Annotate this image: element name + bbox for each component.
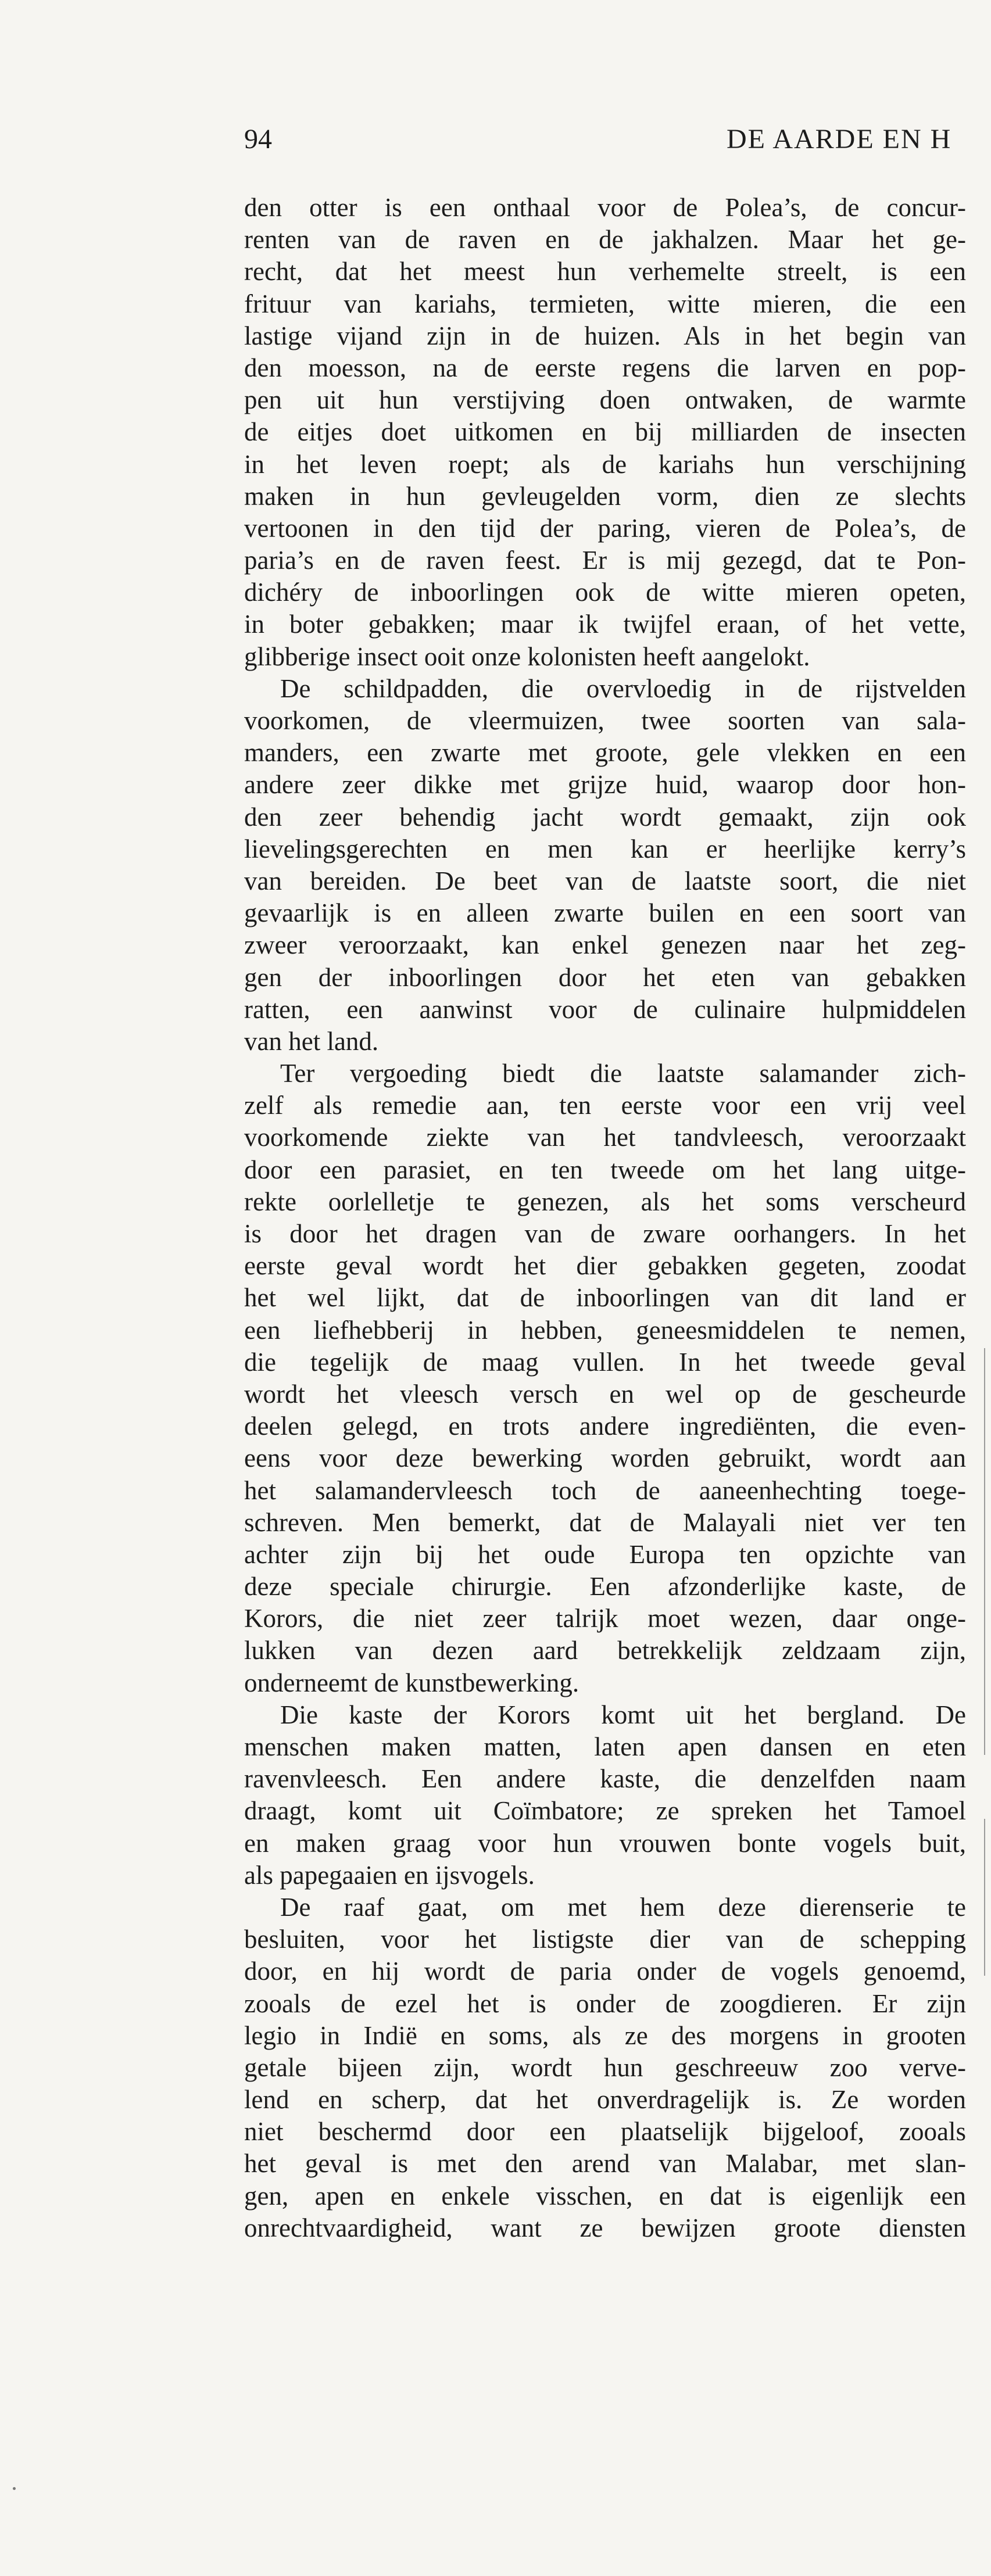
text-line: ratten, een aanwinst voor de culinaire hulpmiddelen — [244, 994, 966, 1024]
text-line: gen der inboorlingen door het eten van gebakken — [244, 962, 966, 992]
text-line: glibberige insect ooit onze kolonisten heeft aangelokt. — [244, 642, 810, 671]
text-line: De raaf gaat, om met hem deze dierenserie te — [280, 1892, 966, 1922]
text-line: recht, dat het meest hun verhemelte streelt, is een — [244, 257, 966, 286]
text-line: voorkomen, de vleermuizen, twee soorten van sala- — [244, 706, 966, 735]
text-line: menschen maken matten, laten apen dansen en eten — [244, 1732, 966, 1761]
text-line: ravenvleesch. Een andere kaste, die denzelfden naam — [244, 1764, 966, 1794]
text-line: vertoonen in den tijd der paring, vieren de Polea’s, de — [244, 513, 966, 543]
text-line: een liefhebberij in hebben, geneesmiddelen te nemen, — [244, 1315, 966, 1345]
text-line: schreven. Men bemerkt, dat de Malayali niet ver ten — [244, 1507, 966, 1537]
text-line: pen uit hun verstijving doen ontwaken, de warmte — [244, 385, 966, 415]
text-line: lievelingsgerechten en men kan er heerlijke kerry’s — [244, 834, 966, 864]
text-line: andere zeer dikke met grijze huid, waarop door hon- — [244, 770, 966, 800]
text-line: door een parasiet, en ten tweede om het lang uitge- — [244, 1155, 966, 1184]
text-line: door, en hij wordt de paria onder de vogels genoemd, — [244, 1957, 966, 1986]
text-line: paria’s en de raven feest. Er is mij gezegd, dat te Pon- — [244, 546, 966, 575]
text-line: lukken van dezen aard betrekkelijk zeldzaam zijn, — [244, 1636, 966, 1665]
body-text — [244, 192, 966, 2244]
text-line: als papegaaien en ijsvogels. — [244, 1860, 535, 1890]
text-line: is door het dragen van de zware oorhangers. In het — [244, 1219, 966, 1248]
running-head: DE AARDE EN H — [727, 124, 952, 155]
text-line: in boter gebakken; maar ik twijfel eraan, of het vette, — [244, 610, 966, 639]
text-line: dichéry de inboorlingen ook de witte mieren opeten, — [244, 578, 966, 607]
text-line: niet beschermd door een plaatselijk bijgeloof, zooals — [244, 2117, 966, 2147]
text-line: renten van de raven en de jakhalzen. Maar het ge- — [244, 225, 966, 255]
text-line: achter zijn bij het oude Europa ten opzichte van — [244, 1539, 966, 1569]
text-line: onderneemt de kunstbewerking. — [244, 1668, 579, 1697]
text-line: het geval is met den arend van Malabar, met slan- — [244, 2149, 966, 2179]
text-line: getale bijeen zijn, wordt hun geschreeuw zoo verve- — [244, 2052, 966, 2082]
text-line: den otter is een onthaal voor de Polea’s, de concur- — [244, 193, 966, 222]
text-line: manders, een zwarte met groote, gele vlekken en een — [244, 738, 966, 768]
text-line: Die kaste der Korors komt uit het bergland. De — [280, 1700, 966, 1729]
text-line: draagt, komt uit Coïmbatore; ze spreken het Tamoel — [244, 1796, 966, 1826]
text-line: eerste geval wordt het dier gebakken gegeten, zoodat — [244, 1251, 966, 1281]
text-line: gevaarlijk is en alleen zwarte builen en een soort van — [244, 898, 966, 928]
page-number: 94 — [244, 124, 272, 155]
text-line: de eitjes doet uitkomen en bij milliarden de insecten — [244, 417, 966, 447]
text-line: maken in hun gevleugelden vorm, dien ze slechts — [244, 481, 966, 511]
text-line: het salamandervleesch toch de aaneenhechting toege- — [244, 1475, 966, 1505]
text-line: in het leven roept; als de kariahs hun verschijning — [244, 449, 966, 479]
text-line: van bereiden. De beet van de laatste soort, die niet — [244, 866, 966, 895]
text-line: lastige vijand zijn in de huizen. Als in het begin van — [244, 321, 966, 350]
text-line: eens voor deze bewerking worden gebruikt, wordt aan — [244, 1443, 966, 1473]
text-line: frituur van kariahs, termieten, witte mieren, die een — [244, 289, 966, 318]
text-line: Ter vergoeding biedt die laatste salamander zich- — [280, 1059, 966, 1088]
text-line: wordt het vleesch versch en wel op de gescheurde — [244, 1379, 966, 1409]
text-line: De schildpadden, die overvloedig in de rijstvelden — [280, 673, 966, 703]
text-line: zooals de ezel het is onder de zoogdieren. Er zijn — [244, 1989, 966, 2018]
text-line: den zeer behendig jacht wordt gemaakt, zijn ook — [244, 802, 966, 832]
text-line: zweer veroorzaakt, kan enkel genezen naar het zeg- — [244, 930, 966, 960]
text-line: het wel lijkt, dat de inboorlingen van dit land er — [244, 1283, 966, 1313]
text-line: rekte oorlelletje te genezen, als het soms verscheurd — [244, 1187, 966, 1216]
text-line: zelf als remedie aan, ten eerste voor een vrij veel — [244, 1091, 966, 1120]
text-line: den moesson, na de eerste regens die larven en pop- — [244, 353, 966, 382]
margin-rule — [984, 1348, 985, 1755]
text-line: van het land. — [244, 1026, 379, 1056]
text-line: Korors, die niet zeer talrijk moet wezen, daar onge- — [244, 1604, 966, 1633]
page-header — [0, 122, 991, 163]
text-line: gen, apen en enkele visschen, en dat is eigenlijk een — [244, 2181, 966, 2210]
text-line: die tegelijk de maag vullen. In het tweede geval — [244, 1347, 966, 1377]
margin-rule — [984, 1819, 985, 1976]
text-line: legio in Indië en soms, als ze des morgens in grooten — [244, 2020, 966, 2050]
text-line: en maken graag voor hun vrouwen bonte vogels buit, — [244, 1828, 966, 1858]
text-line: onrechtvaardigheid, want ze bewijzen groote diensten — [244, 2213, 966, 2242]
text-line: deze speciale chirurgie. Een afzonderlijke kaste, de — [244, 1572, 966, 1602]
text-line: besluiten, voor het listigste dier van de schepping — [244, 1925, 966, 1954]
text-line: deelen gelegd, en trots andere ingrediënten, die even- — [244, 1411, 966, 1441]
scan-speck — [13, 2487, 16, 2490]
text-line: lend en scherp, dat het onverdragelijk is. Ze worden — [244, 2085, 966, 2115]
text-line: voorkomende ziekte van het tandvleesch, veroorzaakt — [244, 1123, 966, 1152]
